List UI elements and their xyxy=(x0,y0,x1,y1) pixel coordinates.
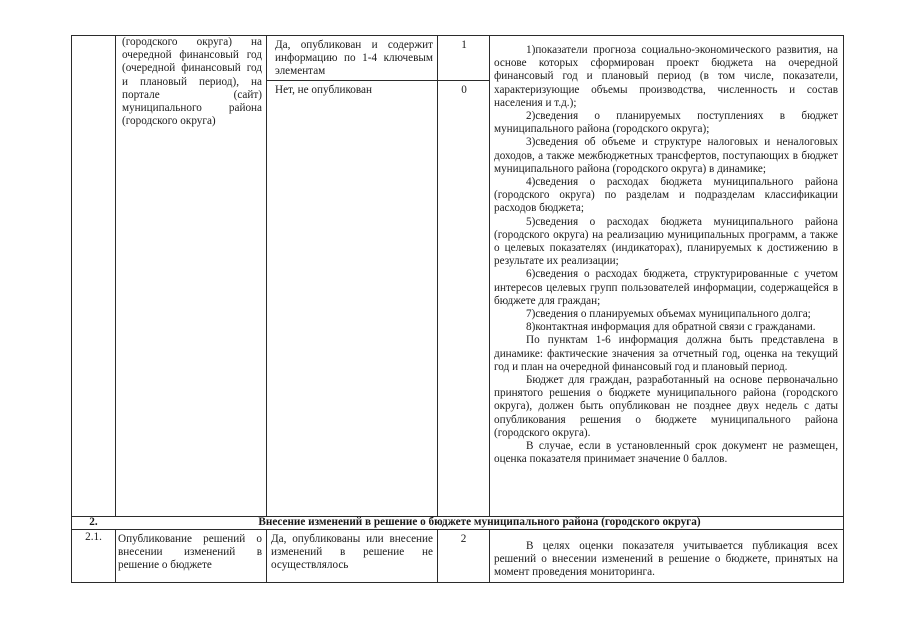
option-no-score: 0 xyxy=(461,84,467,96)
col-divider-4b xyxy=(489,529,490,583)
notes-cell xyxy=(494,44,838,467)
option-no-text: Нет, не опубликован xyxy=(275,84,372,96)
row21-note-text: В целях оценки показателя учитывается публикация всех решений о внесении изменений в решение о бюджете, принятых на момент проведения мониторинга. xyxy=(494,540,838,579)
col-divider-2 xyxy=(266,35,267,516)
col-divider-1b xyxy=(115,529,116,583)
note-2: 2)сведения о планируемых поступлениях в бюджет муниципального района (городского округа); xyxy=(494,110,838,136)
criterion-cell: (городского округа) на очередной финансовый год (очередной финансовый год и плановый период), на портале (сайт) муниципального района (городского округа) xyxy=(122,36,262,128)
section-title: Внесение изменений в решение о бюджете муниципального района (городского округа) xyxy=(258,516,701,528)
option-yes-text: Да, опубликован и содержит информацию по 1-4 ключевым элементам xyxy=(275,39,433,78)
col-divider-1 xyxy=(115,35,116,516)
col-divider-2b xyxy=(266,529,267,583)
note-zero-score: В случае, если в установленный срок документ не размещен, оценка показателя принимает значение 0 баллов. xyxy=(494,440,838,466)
note-7: 7)сведения о планируемых объемах муниципального долга; xyxy=(526,308,811,321)
row-number: 2.1. xyxy=(85,531,102,543)
option-divider xyxy=(266,80,490,81)
note-dynamics: По пунктам 1-6 информация должна быть представлена в динамике: фактические значения за отчетный год, оценка на текущий год и план на очередной финансовый год и плановый период. xyxy=(494,334,838,373)
table-border-bottom xyxy=(71,582,844,583)
row21-note xyxy=(494,540,838,580)
note-citizens-budget: Бюджет для граждан, разработанный на основе первоначально принятого решения о бюджете муниципального района (городского округа), должен быть опубликован не позднее двух недель с даты опубликования решения о бюджете муниципального района (городского округа). xyxy=(494,374,838,439)
section-number: 2. xyxy=(89,516,98,528)
note-4: 4)сведения о расходах бюджета муниципального района (городского округа) по разделам и подразделам классификации расходов бюджета; xyxy=(494,176,838,215)
row21-option: Да, опубликованы или внесение изменений в решение не осуществлялось xyxy=(271,533,433,572)
note-1: 1)показатели прогноза социально-экономического развития, на основе которых сформирован проект бюджета на очередной финансовый год и плановый период (в том числе, показатели, характеризующие объемы производства, численность и состав населения и т.д.); xyxy=(494,44,838,109)
col-divider-4 xyxy=(489,35,490,516)
option-yes-score: 1 xyxy=(461,39,467,51)
table-border-right xyxy=(843,35,844,583)
table-border-left xyxy=(71,35,72,583)
note-5: 5)сведения о расходах бюджета муниципального района (городского округа) на реализацию муниципальных программ, а также о целевых показателях (индикаторах), планируемых к достижению в результате их реализации; xyxy=(494,215,838,268)
note-6: 6)сведения о расходах бюджета, структурированные с учетом интересов целевых групп пользователей информации, содержащейся в бюджете для граждан; xyxy=(494,268,838,307)
col-divider-3 xyxy=(437,35,438,516)
row21-criterion: Опубликование решений о внесении изменений в решение о бюджете xyxy=(118,533,262,572)
note-8: 8)контактная информация для обратной связи с гражданами. xyxy=(526,321,816,334)
row21-score: 2 xyxy=(460,533,467,545)
note-3: 3)сведения об объеме и структуре налоговых и неналоговых доходов, а также межбюджетных трансфертов, поступающих в бюджет муниципального района (городского округа) в динамике; xyxy=(494,136,838,175)
